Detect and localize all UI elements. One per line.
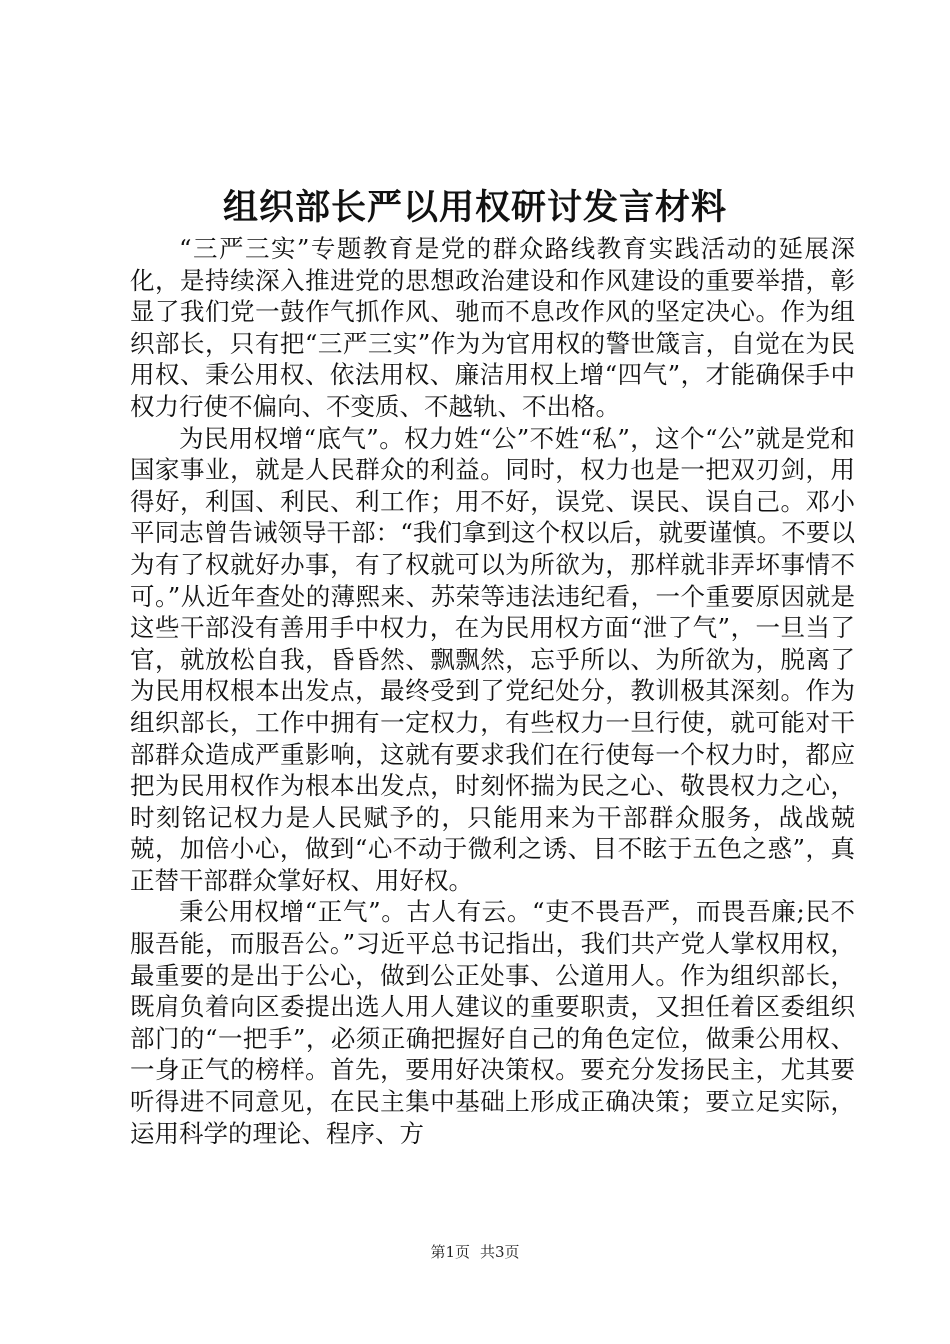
document-body: [130, 233, 855, 1149]
paragraph-serve-people: 为民用权增“底气”。权力姓“公”不姓“私”，这个“公”就是党和国家事业，就是人民群众的利益。同时，权力也是一把双刃剑，用得好，利国、利民、利工作；用不好，误党、误民、误自己。邓小平同志曾告诫领导干部：“我们拿到这个权以后，就要谨慎。不要以为有了权就好办事，有了权就可以为所欲为，那样就非弄坏事情不可。”从近年查处的薄熙来、苏荣等违法违纪看，一个重要原因就是这些干部没有善用手中权力，在为民用权方面“泄了气”，一旦当了官，就放松自我，昏昏然、飘飘然，忘乎所以、为所欲为，脱离了为民用权根本出发点，最终受到了党纪处分，教训极其深刻。作为组织部长，工作中拥有一定权力，有些权力一旦行使，就可能对干部群众造成严重影响，这就有要求我们在行使每一个权力时，都应把为民用权作为根本出发点，时刻怀揣为民之心、敬畏权力之心，时刻铭记权力是人民赋予的，只能用来为干部群众服务，战战兢兢，加倍小心，做到“心不动于微利之诱、目不眩于五色之惑”，真正替干部群众掌好权、用好权。: [130, 423, 855, 895]
page-footer: [0, 1242, 950, 1262]
paragraph-impartial-power: 秉公用权增“正气”。古人有云。“吏不畏吾严，而畏吾廉;民不服吾能，而服吾公。”习近平总书记指出，我们共产党人掌权用权，最重要的是出于公心，做到公正处事、公道用人。作为组织部长，既肩负着向区委提出选人用人建议的重要职责，又担任着区委组织部门的“一把手”，必须正确把握好自己的角色定位，做秉公用权、一身正气的榜样。首先，要用好决策权。要充分发扬民主，尤其要听得进不同意见，在民主集中基础上形成正确决策；要立足实际，运用科学的理论、程序、方: [130, 897, 855, 1148]
document-title: 组织部长严以用权研讨发言材料: [222, 188, 727, 228]
page-total: 共3页: [480, 1243, 520, 1261]
page-number: 第1页: [430, 1243, 470, 1261]
paragraph-intro: “三严三实”专题教育是党的群众路线教育实践活动的延展深化，是持续深入推进党的思想政治建设和作风建设的重要举措，彰显了我们党一鼓作气抓作风、驰而不息改作风的坚定决心。作为组织部长，只有把“三严三实”作为为官用权的警世箴言，自觉在为民用权、秉公用权、依法用权、廉洁用权上增“四气”，才能确保手中权力行使不偏向、不变质、不越轨、不出格。: [130, 234, 855, 421]
